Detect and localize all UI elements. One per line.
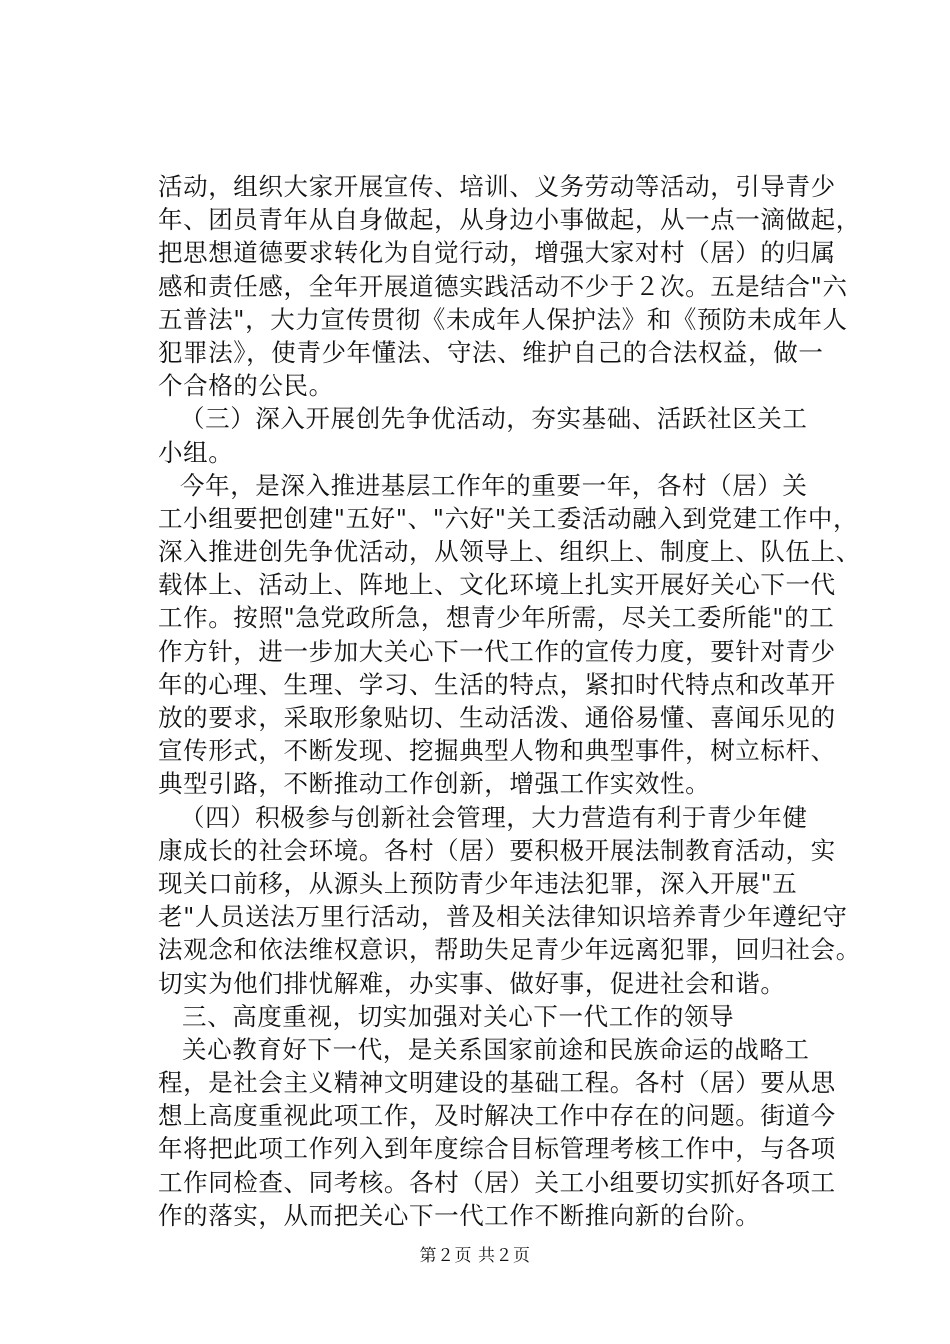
text-line: 程，是社会主义精神文明建设的基础工程。各村（居）要从思 (158, 1068, 836, 1098)
text-line: 典型引路，不断推动工作创新，增强工作实效性。 (158, 769, 711, 799)
text-line: 现关口前移，从源头上预防青少年违法犯罪，深入开展"五 (158, 868, 798, 898)
text-line: 活动，组织大家开展宣传、培训、义务劳动等活动，引导青少 (158, 172, 836, 201)
text-line: 宣传形式，不断发现、挖掘典型人物和典型事件，树立标杆、 (158, 736, 836, 766)
text-line: 把思想道德要求转化为自觉行动，增强大家对村（居）的归属 (158, 238, 836, 268)
text-line: 放的要求，采取形象贴切、生动活泼、通俗易懂、喜闻乐见的 (158, 703, 836, 732)
text-line: 作的落实，从而把关心下一代工作不断推向新的台阶。 (158, 1200, 761, 1230)
section-heading-line: （三）深入开展创先争优活动，夯实基础、活跃社区关工 (180, 404, 808, 434)
text-line: 个合格的公民。 (158, 371, 334, 401)
section-heading-line: 三、高度重视，切实加强对关心下一代工作的领导 (182, 1001, 735, 1031)
text-line: 法观念和依法维权意识，帮助失足青少年远离犯罪，回归社会。 (158, 935, 861, 965)
text-line: 切实为他们排忧解难，办实事、做好事，促进社会和谐。 (158, 968, 786, 998)
text-line: 老"人员送法万里行活动，普及相关法律知识培养青少年遵纪守 (158, 902, 848, 932)
text-line: 作方针，进一步加大关心下一代工作的宣传力度，要针对青少 (158, 636, 836, 666)
text-line: 深入推进创先争优活动，从领导上、组织上、制度上、队伍上、 (158, 537, 861, 567)
text-line: 年、团员青年从自身做起，从身边小事做起，从一点一滴做起， (158, 205, 861, 235)
section-heading-line: （四）积极参与创新社会管理，大力营造有利于青少年健 (180, 802, 808, 832)
text-line: 工小组要把创建"五好"、"六好"关工委活动融入到党建工作中， (158, 503, 859, 533)
section-heading-line: 小组。 (158, 437, 234, 467)
paragraph-start-line: 今年，是深入推进基层工作年的重要一年，各村（居）关 (180, 470, 808, 500)
text-line: 载体上、活动上、阵地上、文化环境上扎实开展好关心下一代 (158, 570, 836, 600)
document-body (158, 170, 861, 1232)
text-line: 工作。按照"急党政所急，想青少年所需，尽关工委所能"的工 (158, 603, 835, 633)
text-line: 五普法"，大力宣传贯彻《未成年人保护法》和《预防未成年人 (158, 304, 848, 334)
text-line: 犯罪法》，使青少年懂法、守法、维护自己的合法权益，做一 (158, 337, 824, 367)
text-line: 工作同检查、同考核。各村（居）关工小组要切实抓好各项工 (158, 1167, 836, 1197)
text-line: 康成长的社会环境。各村（居）要积极开展法制教育活动，实 (158, 835, 836, 865)
text-line: 年的心理、生理、学习、生活的特点，紧扣时代特点和改革开 (158, 669, 836, 699)
text-line: 想上高度重视此项工作，及时解决工作中存在的问题。街道今 (158, 1101, 836, 1131)
text-line: 年将把此项工作列入到年度综合目标管理考核工作中，与各项 (158, 1134, 836, 1164)
page-number-footer: 第２页 共２页 (419, 1246, 531, 1266)
paragraph-start-line: 关心教育好下一代，是关系国家前途和民族命运的战略工 (182, 1034, 810, 1064)
text-line: 感和责任感，全年开展道德实践活动不少于２次。五是结合"六 (158, 271, 848, 301)
